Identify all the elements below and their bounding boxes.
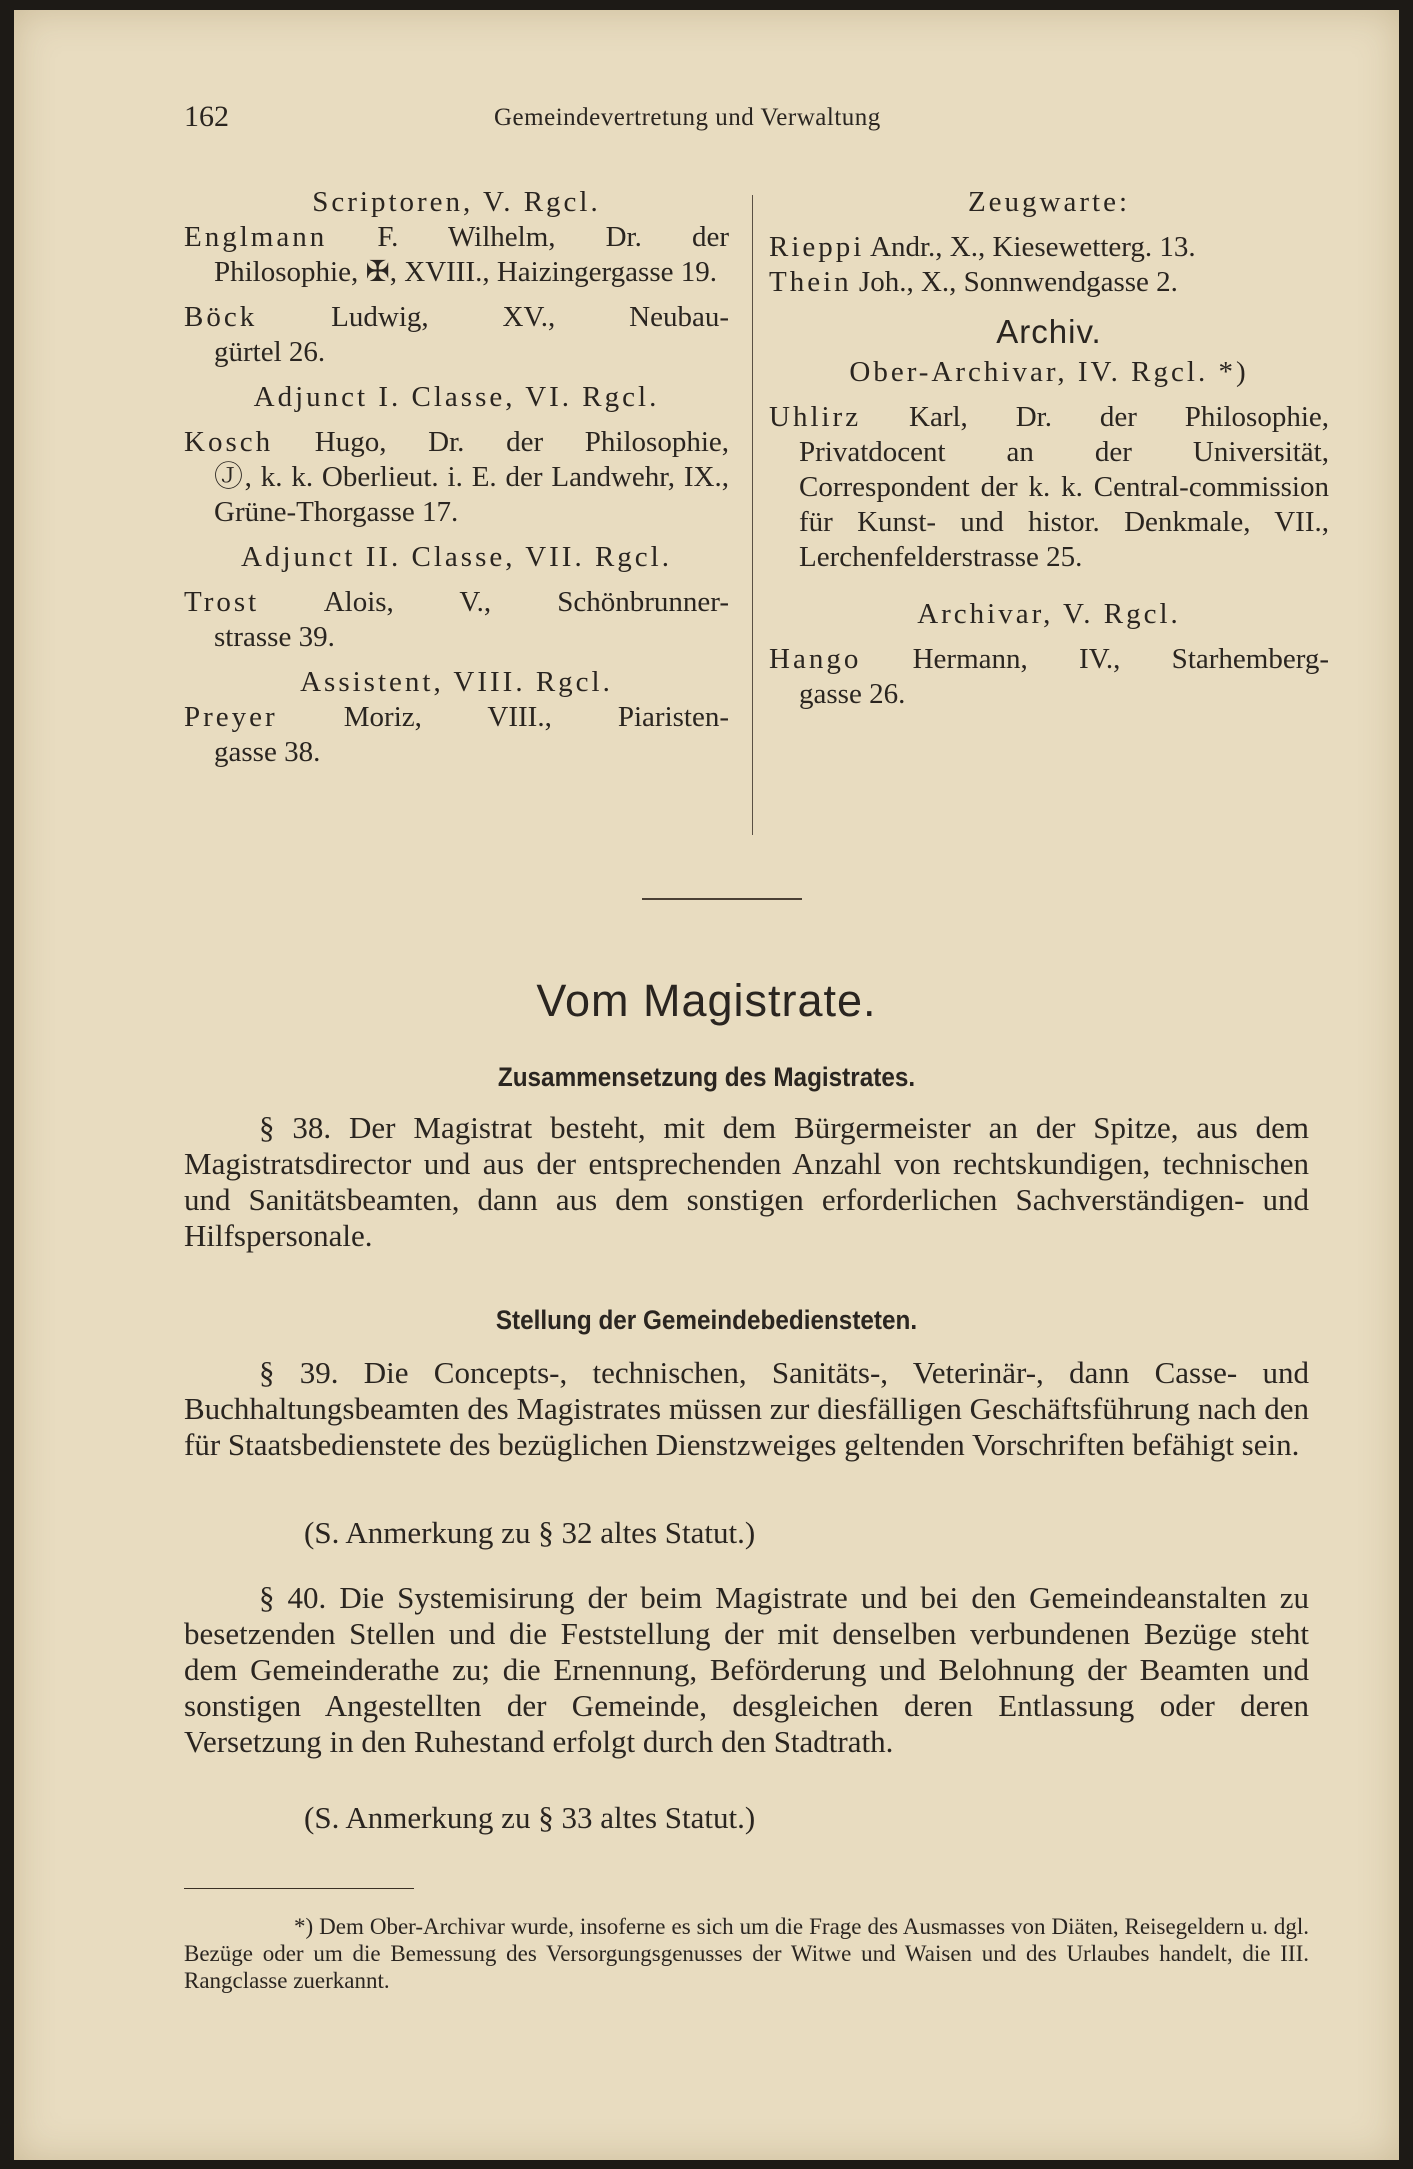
staff-entry bbox=[769, 265, 1329, 300]
section-title-adjunct-1: Adjunct I. Classe, VI. Rgcl. bbox=[253, 381, 660, 413]
staff-entry bbox=[184, 425, 729, 530]
staff-entry bbox=[184, 220, 729, 290]
footnote: *) Dem Ober-Archivar wurde, insoferne es sich um die Frage des Ausmasses von Diäten, Reisegeldern u. dgl. Bezüge oder um die Bemessung des Versorgungsgenusses der Witwe und Waisen und des Urlaubes handelt, die III. Rangclasse zuerkannt. bbox=[184, 1914, 1309, 1993]
staff-details-cont: Philosophie, ✠, XVIII., Haizingergasse 19. bbox=[214, 256, 717, 288]
section-title-archivar: Archivar, V. Rgcl. bbox=[917, 598, 1181, 630]
column-divider bbox=[752, 195, 753, 835]
archiv-heading: Archiv. bbox=[996, 313, 1102, 350]
footnote-rule bbox=[184, 1888, 414, 1889]
note-40: (S. Anmerkung zu § 33 altes Statut.) bbox=[304, 1800, 756, 1835]
staff-name: Thein bbox=[769, 266, 852, 298]
staff-details: Hermann, IV., Starhemberg- bbox=[912, 643, 1329, 675]
running-title: Gemeindevertretung und Verwaltung bbox=[494, 104, 881, 131]
staff-entry bbox=[184, 700, 729, 770]
section-title-zeugwarte: Zeugwarte: bbox=[967, 186, 1131, 218]
page-number: 162 bbox=[184, 100, 229, 133]
subheading-stellung: Stellung der Gemeindebediensteten. bbox=[495, 1305, 918, 1335]
staff-details: Moriz, VIII., Piaristen- bbox=[343, 701, 730, 733]
staff-entry bbox=[184, 585, 729, 655]
paragraph-38: § 38. Der Magistrat besteht, mit dem Bürgermeister an der Spitze, aus dem Magistratsdirector und aus der entsprechenden Anzahl von rechtskundigen, technischen und Sanitätsbeamten, dann aus dem sonstigen erforderlichen Sachverständigen- und Hilfspersonale. bbox=[184, 1110, 1309, 1253]
staff-name: Uhlirz bbox=[769, 401, 862, 433]
paragraph-40: § 40. Die Systemisirung der beim Magistrate und bei den Gemeindeanstalten zu besetzenden Stellen und die Feststellung der mit denselben verbundenen Bezüge steht dem Gemeinderathe zu; die Ernennung, Beförderung und Belohnung der Beamten und sonstigen Angestellten der Gemeinde, desgleichen deren Entlassung oder deren Versetzung in den Ruhestand erfolgt durch den Stadtrath. bbox=[184, 1580, 1309, 1759]
staff-name: Rieppi bbox=[769, 231, 865, 263]
book-page bbox=[14, 10, 1399, 2160]
staff-details-cont: gürtel 26. bbox=[214, 336, 326, 368]
staff-details: Alois, V., Schönbrunner- bbox=[323, 586, 729, 618]
staff-details: Ludwig, XV., Neubau- bbox=[331, 301, 729, 333]
staff-details-cont: Ⓙ, k. k. Oberlieut. i. E. der Landwehr, IX., Grüne-Thorgasse 17. bbox=[214, 461, 729, 528]
section-title-assistent: Assistent, VIII. Rgcl. bbox=[300, 666, 613, 698]
staff-name: Englmann bbox=[184, 221, 328, 253]
staff-entry bbox=[769, 642, 1329, 712]
paragraph-39: § 39. Die Concepts-, technischen, Sanitäts-, Veterinär-, dann Casse- und Buchhaltungsbeamten des Magistrates müssen zur diesfälligen Geschäftsführung nach den für Staatsbedienstete des bezüglichen Dienstzweiges geltenden Vorschriften befähigt sein. bbox=[184, 1355, 1309, 1462]
staff-name: Böck bbox=[184, 301, 258, 333]
chapter-title: Vom Magistrate. bbox=[536, 975, 877, 1026]
staff-details: Hugo, Dr. der Philosophie, bbox=[314, 426, 730, 458]
staff-name: Kosch bbox=[184, 426, 274, 458]
staff-details-cont: strasse 39. bbox=[214, 621, 335, 653]
staff-name: Trost bbox=[184, 586, 260, 618]
section-title-ober-archivar: Ober-Archivar, IV. Rgcl. *) bbox=[849, 356, 1249, 388]
section-title-scriptoren: Scriptoren, V. Rgcl. bbox=[312, 186, 601, 218]
section-rule bbox=[642, 898, 802, 900]
staff-details: Joh., X., Sonnwendgasse 2. bbox=[858, 266, 1178, 298]
staff-details: Karl, Dr. der Philosophie, bbox=[909, 401, 1330, 433]
page-header bbox=[184, 100, 1239, 140]
staff-name: Hango bbox=[769, 643, 862, 675]
staff-details-cont: gasse 38. bbox=[214, 736, 321, 768]
staff-details: F. Wilhelm, Dr. der bbox=[377, 221, 730, 253]
staff-entry bbox=[184, 300, 729, 370]
subheading-zusammensetzung: Zusammensetzung des Magistrates. bbox=[497, 1062, 916, 1092]
staff-details-cont: Privatdocent an der Universität, Correspondent der k. k. Central-commission für Kunst- und histor. Denkmale, VII., Lerchenfelderstrasse 25. bbox=[799, 436, 1329, 573]
staff-entry bbox=[769, 400, 1329, 575]
right-column bbox=[769, 185, 1329, 712]
section-title-adjunct-2: Adjunct II. Classe, VII. Rgcl. bbox=[241, 541, 672, 573]
staff-details: Andr., X., Kiesewetterg. 13. bbox=[870, 231, 1196, 263]
staff-details-cont: gasse 26. bbox=[799, 678, 906, 710]
staff-name: Preyer bbox=[184, 701, 278, 733]
note-39: (S. Anmerkung zu § 32 altes Statut.) bbox=[304, 1515, 756, 1550]
staff-entry bbox=[769, 230, 1329, 265]
left-column bbox=[184, 185, 729, 770]
